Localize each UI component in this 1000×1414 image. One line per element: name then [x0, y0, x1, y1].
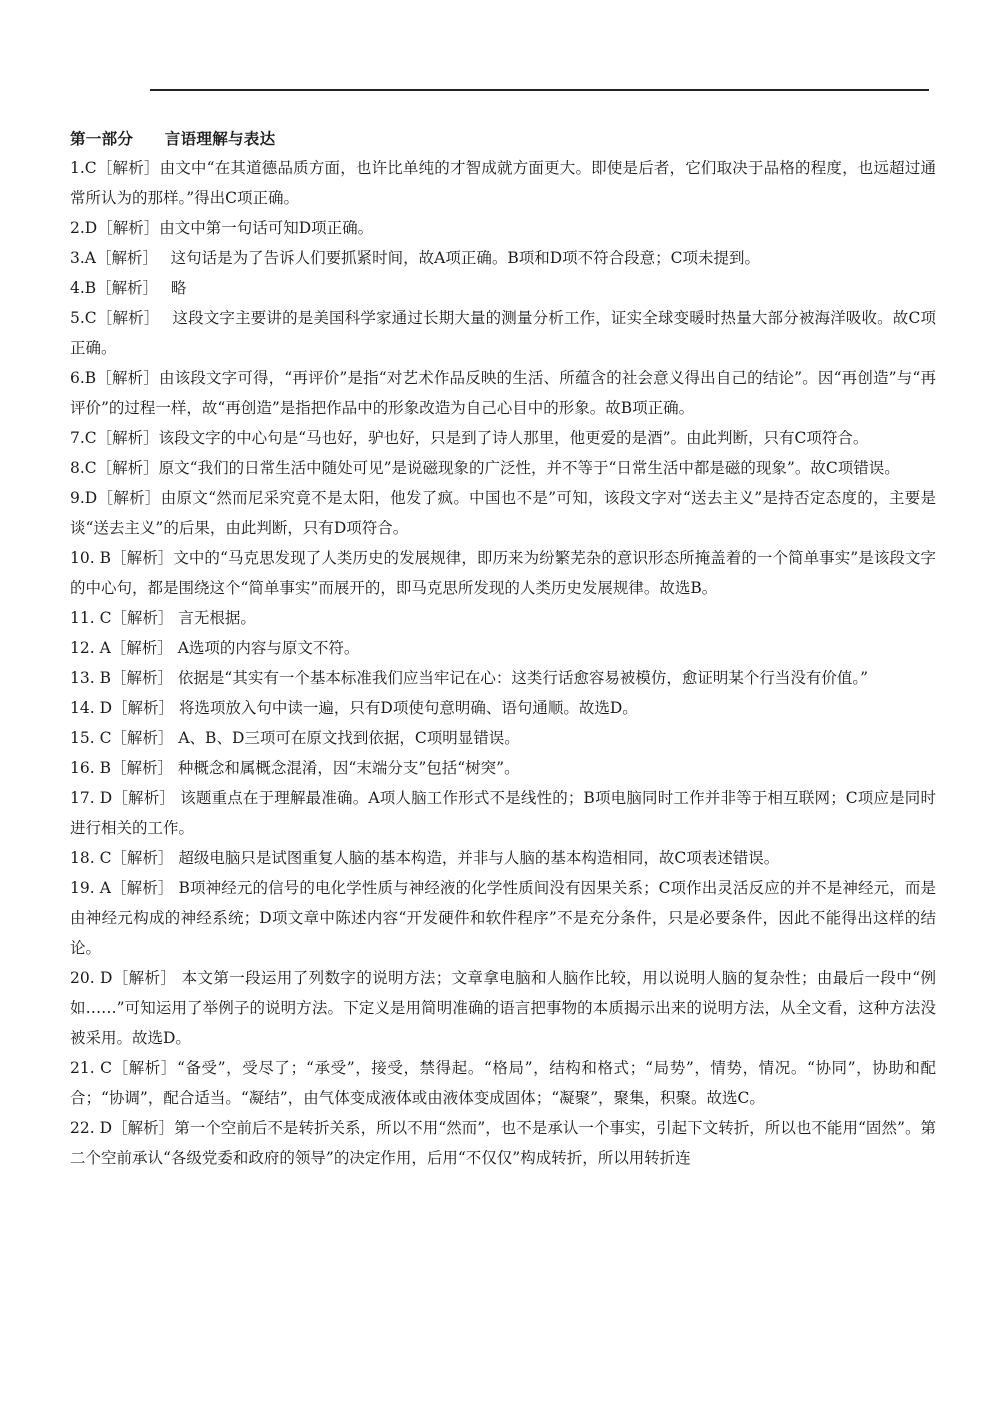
answer-item-5: 5.C［解析］ 这段文字主要讲的是美国科学家通过长期大量的测量分析工作，证实全球变暖时热量大部分被海洋吸收。故C项正确。 — [70, 309, 936, 357]
answer-item-12: 12. A［解析］ A选项的内容与原文不符。 — [70, 639, 360, 657]
answer-item-16: 16. B［解析］ 种概念和属概念混淆，因“末端分支”包括“树突”。 — [70, 759, 520, 777]
answer-item-3: 3.A［解析］ 这句话是为了告诉人们要抓紧时间，故A项正确。B项和D项不符合段意；C项未提到。 — [70, 249, 761, 267]
answer-item-9: 9.D［解析］由原文“然而尼采究竟不是太阳，他发了疯。中国也不是”可知，该段文字对“送去主义”是持否定态度的，主要是谈“送去主义”的后果，由此判断，只有D项符合。 — [70, 489, 936, 537]
answer-item-8: 8.C［解析］原文“我们的日常生活中随处可见”是说磁现象的广泛性，并不等于“日常生活中都是磁的现象”。故C项错误。 — [70, 459, 900, 477]
answer-item-13: 13. B［解析］ 依据是“其实有一个基本标准我们应当牢记在心：这类行话愈容易被模仿，愈证明某个行当没有价值。” — [70, 669, 868, 687]
answer-item-20: 20. D［解析］ 本文第一段运用了列数字的说明方法；文章拿电脑和人脑作比较，用以说明人脑的复杂性；由最后一段中“例如……”可知运用了举例子的说明方法。下定义是用简明准确的语言把事物的本质揭示出来的说明方法，从全文看，这种方法没被采用。故选D。 — [70, 969, 936, 1047]
answer-item-10: 10. B［解析］文中的“马克思发现了人类历史的发展规律，即历来为纷繁芜杂的意识形态所掩盖着的一个简单事实”是该段文字的中心句，都是围绕这个“简单事实”而展开的，即马克思所发现的人类历史发展规律。故选B。 — [70, 549, 936, 597]
answer-item-14: 14. D［解析］ 将选项放入句中读一遍，只有D项使句意明确、语句通顺。故选D。 — [70, 699, 638, 717]
section-title: 第一部分 言语理解与表达 — [70, 130, 276, 148]
answer-item-1: 1.C［解析］由文中“在其道德品质方面，也许比单纯的才智成就方面更大。即使是后者，它们取决于品格的程度，也远超过通常所认为的那样。”得出C项正确。 — [70, 159, 936, 207]
answer-section — [70, 126, 936, 1173]
answer-item-22: 22. D［解析］第一个空前后不是转折关系，所以不用“然而”，也不是承认一个事实，引起下文转折，所以也不能用“固然”。第二个空前承认“各级党委和政府的领导”的决定作用，后用“不仅仅”构成转折，所以用转折连 — [70, 1119, 936, 1167]
answer-item-18: 18. C［解析］ 超级电脑只是试图重复人脑的基本构造，并非与人脑的基本构造相同，故C项表述错误。 — [70, 849, 780, 867]
answer-item-2: 2.D［解析］由文中第一句话可知D项正确。 — [70, 219, 374, 237]
answer-item-17: 17. D［解析］ 该题重点在于理解最准确。A项人脑工作形式不是线性的；B项电脑同时工作并非等于相互联网；C项应是同时进行相关的工作。 — [70, 789, 936, 837]
answer-item-7: 7.C［解析］该段文字的中心句是“马也好，驴也好，只是到了诗人那里，他更爱的是酒”。由此判断，只有C项符合。 — [70, 429, 869, 447]
answer-item-6: 6.B［解析］由该段文字可得，“再评价”是指“对艺术作品反映的生活、所蕴含的社会意义得出自己的结论”。因“再创造”与“再评价”的过程一样，故“再创造”是指把作品中的形象改造为自己心目中的形象。故B项正确。 — [70, 369, 936, 417]
answer-item-19: 19. A［解析］ B项神经元的信号的电化学性质与神经液的化学性质间没有因果关系；C项作出灵活反应的并不是神经元，而是由神经元构成的神经系统；D项文章中陈述内容“开发硬件和软件程序”不是充分条件，只是必要条件，因此不能得出这样的结论。 — [70, 879, 936, 957]
header-rule — [150, 89, 929, 91]
answer-item-21: 21. C［解析］“备受”，受尽了；“承受”，接受，禁得起。“格局”，结构和格式；“局势”，情势，情况。“协同”，协助和配合；“协调”，配合适当。“凝结”，由气体变成液体或由液体变成固体；“凝聚”，聚集，积聚。故选C。 — [70, 1059, 936, 1107]
answer-item-11: 11. C［解析］ 言无根据。 — [70, 609, 256, 627]
answer-item-4: 4.B［解析］ 略 — [70, 279, 187, 297]
answer-item-15: 15. C［解析］ A、B、D三项可在原文找到依据，C项明显错误。 — [70, 729, 520, 747]
